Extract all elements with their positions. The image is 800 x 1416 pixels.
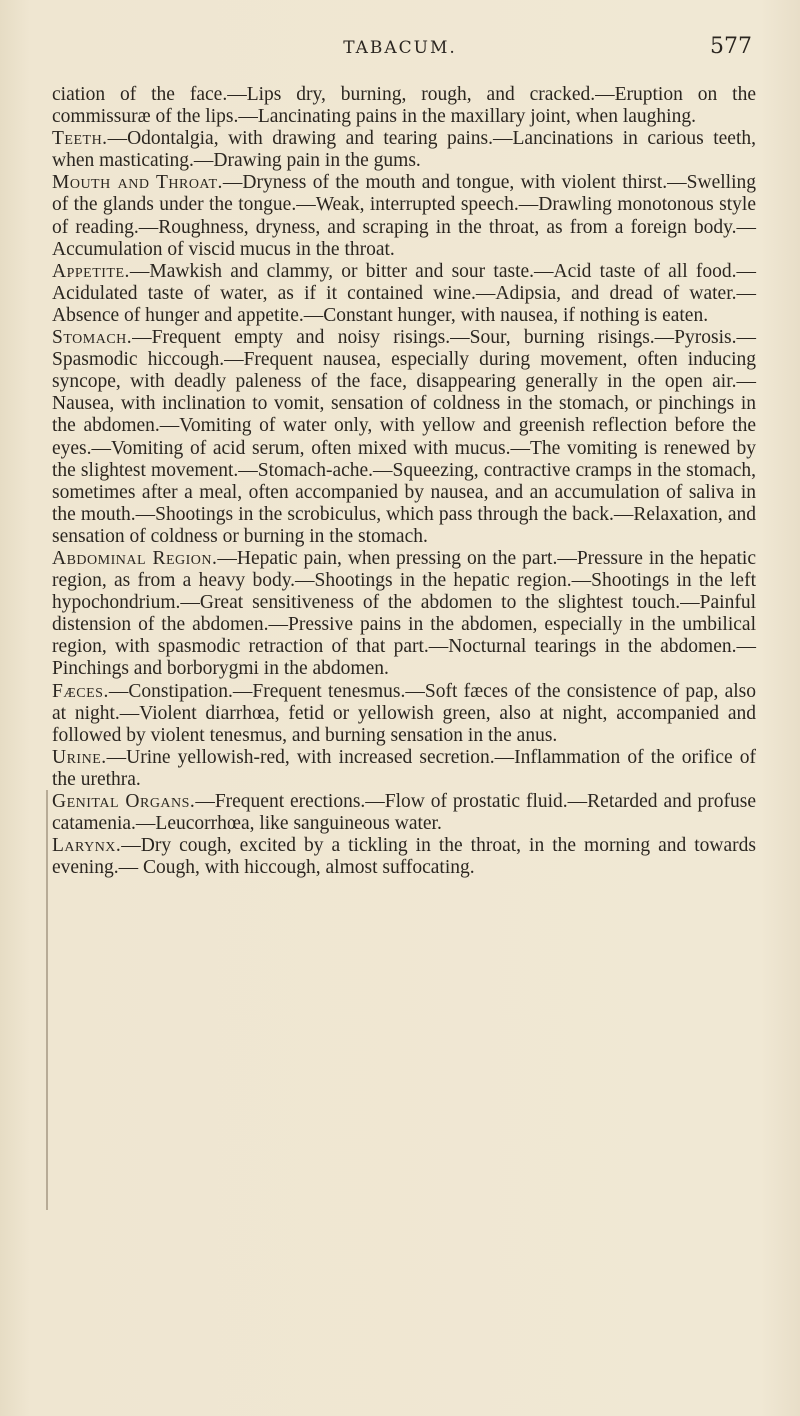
- page-number: 577: [710, 34, 752, 59]
- section-heading: Mouth and Throat.: [52, 172, 223, 194]
- running-head: TABACUM.: [343, 38, 457, 58]
- section-heading: Appetite.: [52, 260, 130, 282]
- section-heading: Stomach.: [52, 327, 133, 349]
- section-heading: Larynx.: [52, 835, 122, 857]
- section-text: —Constipation.—Frequent tenesmus.—Soft fæces of the consistence of pap, also at night.—Violent diarrhœa, fetid or yellowish green, also at night, accompanied and followed by violent tenesmus, and burning sensation in the anus.: [52, 680, 756, 746]
- section-abdominal-region: [52, 548, 756, 681]
- section-text: —Dry cough, excited by a tickling in the throat, in the morning and towards evening.— Cough, with hiccough, almost suffocating.: [52, 835, 756, 879]
- section-text: —Mawkish and clammy, or bitter and sour taste.—Acid taste of all food.—Acidulated taste of water, as if it contained wine.—Adipsia, and dread of water.—Absence of hunger and appetite.—Constant hunger, with nausea, if nothing is eaten.: [52, 260, 756, 326]
- section-text: —Odontalgia, with drawing and tearing pains.—Lancinations in carious teeth, when masticating.—Drawing pain in the gums.: [52, 128, 756, 172]
- section-heading: Urine.: [52, 746, 107, 768]
- section-stomach: [52, 327, 756, 548]
- section-larynx: [52, 835, 756, 879]
- section-mouth-throat: [52, 172, 756, 260]
- section-urine: [52, 747, 756, 791]
- section-text: —Hepatic pain, when pressing on the part.—Pressure in the hepatic region, as from a heavy body.—Shootings in the hepatic region.—Shootings in the left hypochondrium.—Great sensitiveness of the abdomen to the slightest touch.—Painful distension of the abdomen.—Pressive pains in the abdomen, especially in the umbilical region, with spasmodic retraction of that part.—Nocturnal tearings in the abdomen.—Pinchings and borborygmi in the abdomen.: [52, 547, 757, 680]
- section-teeth: [52, 128, 756, 172]
- section-text: —Frequent erections.—Flow of prostatic fluid.—Retarded and profuse catamenia.—Leucorrhœa, like sanguineous water.: [52, 791, 756, 835]
- margin-line: [46, 790, 48, 1210]
- section-heading: Fæces.: [52, 680, 109, 702]
- section-text: —Urine yellowish-red, with increased secretion.—Inflammation of the orifice of the urethra.: [52, 746, 756, 790]
- section-heading: Genital Organs.: [52, 791, 196, 812]
- section-appetite: [52, 261, 756, 327]
- body-text: [52, 84, 756, 879]
- section-text: —Dryness of the mouth and tongue, with violent thirst.—Swelling of the glands under the tongue.—Weak, interrupted speech.—Drawling monotonous style of reading.—Roughness, dryness, and scraping in the throat, as from a foreign body.—Accumulation of viscid mucus in the throat.: [52, 172, 756, 260]
- section-text: —Frequent empty and noisy risings.—Sour, burning risings.—Pyrosis.—Spasmodic hiccough.—Frequent nausea, especially during movement, often inducing syncope, with deadly paleness of the face, disappearing generally in the open air.—Nausea, with inclination to vomit, sensation of coldness in the stomach, or pinchings in the abdomen.—Vomiting of water only, with yellow and greenish reflection before the eyes.—Vomiting of acid serum, often mixed with mucus.—The vomiting is renewed by the slightest movement.—Stomach-ache.—Squeezing, contractive cramps in the stomach, sometimes after a meal, often accompanied by nausea, and an accumulation of saliva in the mouth.—Shootings in the scrobiculus, which pass through the back.—Relaxation, and sensation of coldness or burning in the stomach.: [52, 327, 756, 547]
- section-text: ciation of the face.—Lips dry, burning, rough, and cracked.—Eruption on the commissuræ of the lips.—Lancinating pains in the maxillary joint, when laughing.: [52, 84, 756, 128]
- section-heading: Teeth.: [52, 128, 108, 150]
- page-header: [0, 34, 800, 62]
- section-faeces: [52, 681, 756, 747]
- section-continuation: [52, 84, 756, 128]
- section-genital-organs: [52, 791, 756, 835]
- section-heading: Abdominal Region.: [52, 547, 218, 569]
